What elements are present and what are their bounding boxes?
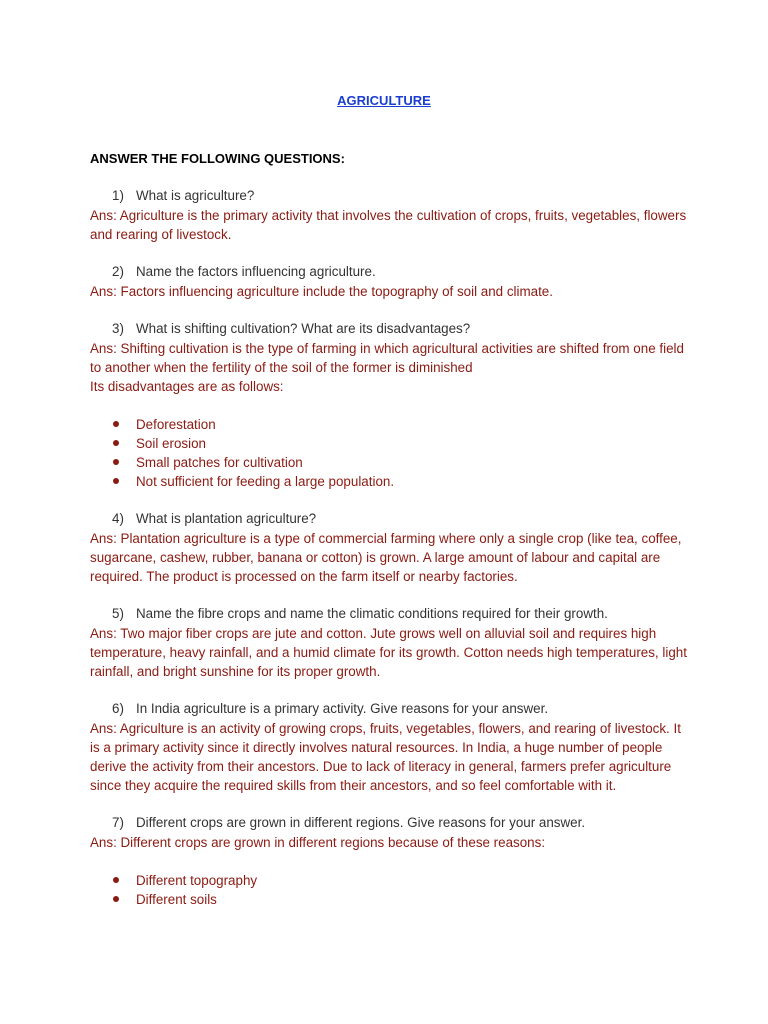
- qa-item-3: [90, 319, 690, 491]
- qa-list: [90, 186, 690, 909]
- question-6: 6) In India agriculture is a primary activity. Give reasons for your answer.: [112, 701, 549, 716]
- question-1: 1) What is agriculture?: [112, 188, 255, 203]
- bullet-icon: [113, 877, 119, 883]
- list-item: Deforestation: [112, 415, 690, 434]
- qa-item-5: [90, 604, 690, 681]
- list-item: Different topography: [112, 871, 690, 890]
- list-item: Soil erosion: [112, 434, 690, 453]
- answer-3: Ans: Shifting cultivation is the type of farming in which agricultural activities are shifted from one field to another when the fertility of the soil of the former is diminished: [90, 341, 684, 375]
- qa-item-2: [90, 262, 690, 301]
- answer-4: Ans: Plantation agriculture is a type of commercial farming where only a single crop (like tea, coffee, sugarcane, cashew, rubber, banana or cotton) is grown. A large amount of labour and capital are required. The product is processed on the farm itself or nearby factories.: [90, 531, 682, 584]
- bullet-icon: [113, 440, 119, 446]
- answer-5: Ans: Two major fiber crops are jute and cotton. Jute grows well on alluvial soil and requires high temperature, heavy rainfall, and a humid climate for its growth. Cotton needs high temperatures, light rainfall, and bright sunshine for its proper growth.: [90, 626, 687, 679]
- answer-7: Ans: Different crops are grown in different regions because of these reasons:: [90, 835, 546, 850]
- bullet-icon: [113, 421, 119, 427]
- answer-3-extra: Its disadvantages are as follows:: [90, 379, 284, 394]
- answer-1: Ans: Agriculture is the primary activity that involves the cultivation of crops, fruits, vegetables, flowers and rearing of livestock.: [90, 208, 687, 242]
- qa-item-6: [90, 699, 690, 795]
- bullet-icon: [113, 459, 119, 465]
- list-item: Not sufficient for feeding a large population.: [112, 472, 690, 491]
- bullet-icon: [113, 896, 119, 902]
- bullet-list-7: [90, 871, 690, 909]
- bullet-list-3: [90, 415, 690, 491]
- qa-item-4: [90, 509, 690, 586]
- list-item: Small patches for cultivation: [112, 453, 690, 472]
- list-item: Different soils: [112, 890, 690, 909]
- question-2: 2) Name the factors influencing agriculture.: [112, 264, 376, 279]
- qa-item-7: [90, 813, 690, 909]
- qa-item-1: [90, 186, 690, 244]
- question-5: 5) Name the fibre crops and name the climatic conditions required for their growth.: [112, 606, 608, 621]
- document-title: AGRICULTURE: [337, 93, 431, 108]
- bullet-icon: [113, 478, 119, 484]
- question-4: 4) What is plantation agriculture?: [112, 511, 317, 526]
- answer-6: Ans: Agriculture is an activity of growing crops, fruits, vegetables, flowers, and rearing of livestock. It is a primary activity since it directly involves natural resources. In India, a huge number of people derive the activity from their ancestors. Due to lack of literacy in general, farmers prefer agriculture since they acquire the required skills from their ancestors, and so feel comfortable with it.: [90, 721, 681, 793]
- question-7: 7) Different crops are grown in different regions. Give reasons for your answer.: [112, 815, 586, 830]
- question-3: 3) What is shifting cultivation? What are its disadvantages?: [112, 321, 471, 336]
- answer-2: Ans: Factors influencing agriculture include the topography of soil and climate.: [90, 284, 553, 299]
- section-heading: ANSWER THE FOLLOWING QUESTIONS:: [90, 151, 345, 166]
